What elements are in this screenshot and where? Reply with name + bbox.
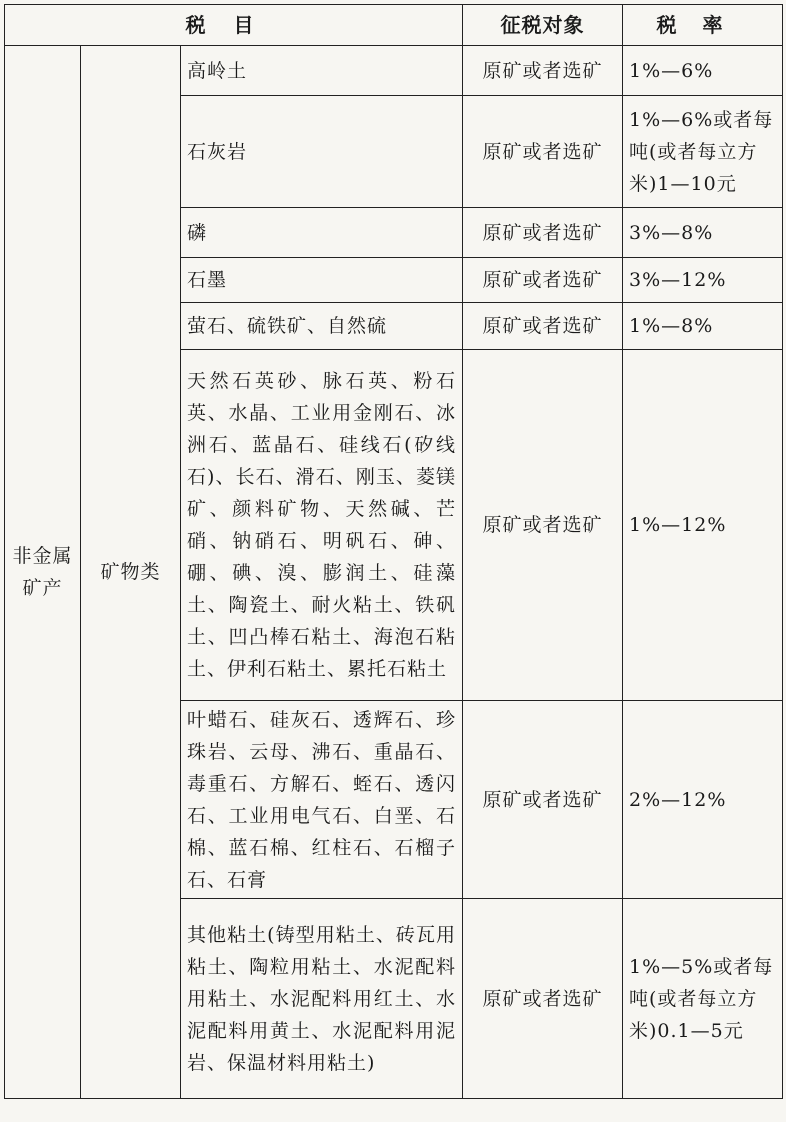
tax-object: 原矿或者选矿 — [463, 303, 623, 350]
tax-rate: 3%—8% — [623, 208, 783, 258]
tax-rate-table — [4, 4, 783, 1099]
tax-item-name: 高岭土 — [181, 46, 463, 96]
tax-item-name: 天然石英砂、脉石英、粉石英、水晶、工业用金刚石、冰洲石、蓝晶石、硅线石(矽线石)、长石、滑石、刚玉、菱镁矿、颜料矿物、天然碱、芒硝、钠硝石、明矾石、砷、硼、碘、溴、膨润土、硅藻土、陶瓷土、耐火粘土、铁矾土、凹凸棒石粘土、海泡石粘土、伊利石粘土、累托石粘土 — [181, 350, 463, 701]
tax-rate: 1%—8% — [623, 303, 783, 350]
tax-object: 原矿或者选矿 — [463, 258, 623, 303]
tax-item-name: 叶蜡石、硅灰石、透辉石、珍珠岩、云母、沸石、重晶石、毒重石、方解石、蛭石、透闪石、工业用电气石、白垩、石棉、蓝石棉、红柱石、石榴子石、石膏 — [181, 701, 463, 899]
header-tax-object: 征税对象 — [463, 5, 623, 46]
header-tax-rate: 税率 — [623, 5, 783, 46]
tax-item-name: 石灰岩 — [181, 96, 463, 208]
tax-object: 原矿或者选矿 — [463, 96, 623, 208]
tax-item-name: 其他粘土(铸型用粘土、砖瓦用粘土、陶粒用粘土、水泥配料用粘土、水泥配料用红土、水泥配料用黄土、水泥配料用泥岩、保温材料用粘土) — [181, 899, 463, 1099]
tax-object: 原矿或者选矿 — [463, 701, 623, 899]
tax-object: 原矿或者选矿 — [463, 46, 623, 96]
tax-object: 原矿或者选矿 — [463, 208, 623, 258]
tax-rate: 1%—6%或者每吨(或者每立方米)1—10元 — [623, 96, 783, 208]
tax-rate: 3%—12% — [623, 258, 783, 303]
category-cell: 非金属矿产 — [5, 46, 81, 1099]
tax-rate: 2%—12% — [623, 701, 783, 899]
table-header-row — [5, 5, 783, 46]
tax-item-name: 萤石、硫铁矿、自然硫 — [181, 303, 463, 350]
tax-rate: 1%—12% — [623, 350, 783, 701]
tax-object: 原矿或者选矿 — [463, 350, 623, 701]
table-row — [5, 46, 783, 96]
tax-object: 原矿或者选矿 — [463, 899, 623, 1099]
header-tax-item: 税目 — [5, 5, 463, 46]
tax-item-name: 石墨 — [181, 258, 463, 303]
tax-rate: 1%—5%或者每吨(或者每立方米)0.1—5元 — [623, 899, 783, 1099]
tax-item-name: 磷 — [181, 208, 463, 258]
subcategory-cell: 矿物类 — [81, 46, 181, 1099]
tax-rate: 1%—6% — [623, 46, 783, 96]
